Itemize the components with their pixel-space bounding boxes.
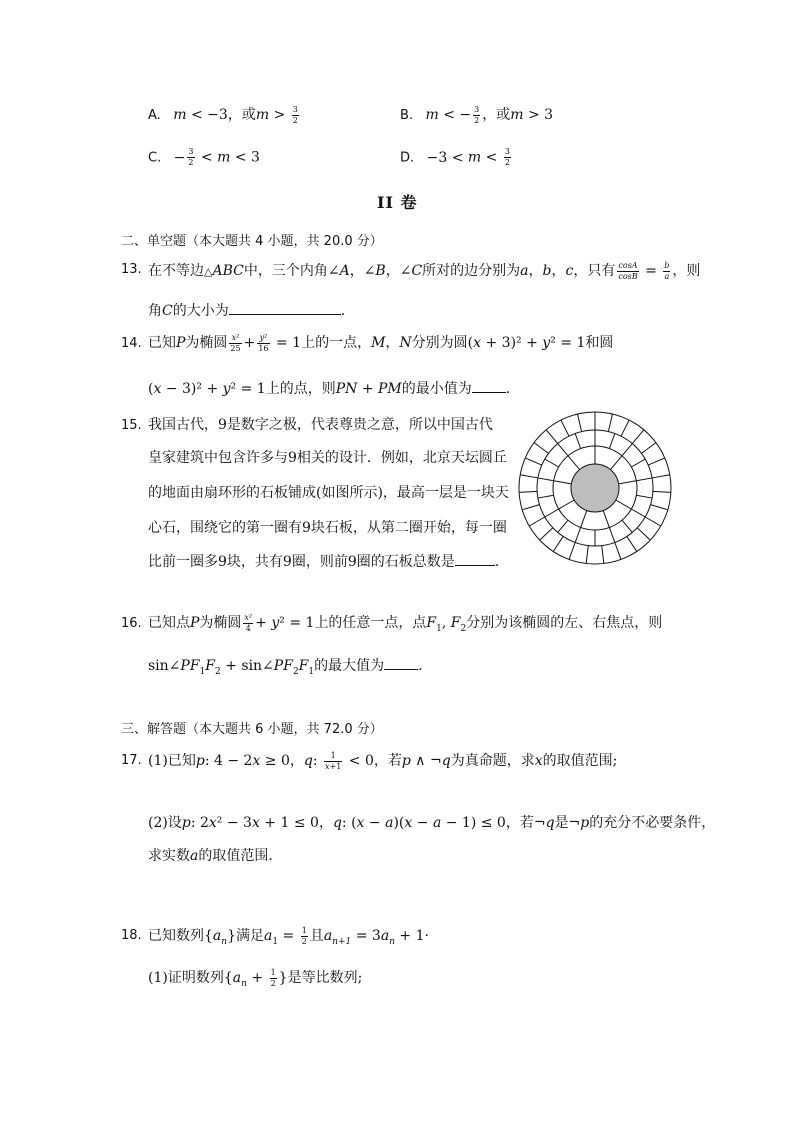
slab-divider (534, 443, 548, 454)
slab-divider (627, 536, 637, 551)
slab-divider (545, 509, 559, 517)
q13-line2: 角C的大小为 . (148, 303, 346, 319)
slab-divider (603, 511, 609, 528)
slab-divider (538, 478, 554, 481)
q13-number: 13. (121, 262, 142, 277)
tiantan-mound-figure (517, 410, 673, 566)
slab-divider (529, 517, 545, 526)
slab-divider (622, 444, 632, 456)
slab-divider (577, 414, 581, 432)
slab-divider (575, 527, 580, 542)
option-c-label: C. (148, 150, 162, 166)
slab-divider (621, 420, 629, 436)
slab-divider (525, 458, 542, 465)
q15-number: 15. (121, 418, 142, 433)
slab-divider (575, 434, 580, 449)
q17-part2-cont: 求实数a的取值范围． (148, 848, 283, 864)
slab-divider (619, 481, 637, 484)
q17-part2: (2)设p: 2x² − 3x + 1 ≤ 0，q: (x − a)(x − a − 1) ≤ 0，若¬q是¬p的充分不必要条件， (148, 815, 716, 831)
slab-divider (538, 495, 554, 498)
slab-divider (636, 478, 652, 481)
slab-divider (609, 434, 614, 449)
slab-divider (652, 475, 670, 478)
slab-divider (553, 536, 563, 551)
slab-divider (622, 520, 632, 532)
q18-line2: (1)证明数列{$a_n$ + $\frac{1}{2}$ }是等比数列; (148, 967, 363, 989)
q16-line2: $\sin\angle PF_1F_2$ + $\sin\angle PF_2F_1$的最大值为 . (148, 658, 423, 677)
section-title: II 卷 (377, 193, 418, 212)
slab-divider (602, 546, 604, 564)
option-a-label: A. (148, 108, 161, 123)
slab-divider (637, 528, 650, 540)
q15-line4: 心石，围绕它的第一圈有9块石板，从第二圈开始，每一圈 (148, 520, 507, 536)
slab-divider (651, 505, 668, 510)
q16-number: 16. (121, 616, 142, 631)
slab-divider (610, 456, 622, 470)
q15-line1: 我国古代，9是数字之极，代表尊贵之意，所以中国古代 (148, 417, 493, 433)
slab-divider (554, 481, 572, 484)
option-d[interactable]: D. −3 < m < $\frac{3}{2}$ (400, 147, 510, 167)
slab-divider (569, 543, 575, 560)
slab-divider (581, 511, 587, 528)
slab-divider (642, 443, 656, 454)
q15-answer-blank[interactable] (455, 553, 495, 566)
q18-number: 18. (121, 928, 142, 943)
section3-heading: 三、解答题（本大题共 6 小题，共 72.0 分） (121, 722, 383, 737)
q16-line1: 已知点P为椭圆 $\frac{\text{x²}}{4}$ + y² = 1上的任意一点，点$F_1$, $F_2$分别为该椭圆的左、右焦点，则 (148, 612, 663, 634)
q13-answer-blank[interactable] (229, 302, 341, 315)
slab-divider (653, 491, 671, 492)
option-b-label: B. (400, 108, 414, 123)
slab-divider (558, 444, 568, 456)
option-d-label: D. (400, 150, 415, 166)
q14-line2: (x − 3)² + y² = 1上的点，则PN + PM的最小值为 . (148, 381, 511, 397)
slab-divider (522, 505, 539, 510)
q15-line2: 皇家建筑中包含许多与9相关的设计．例如，北京天坛圆丘 (148, 450, 507, 466)
option-b[interactable]: B. m < − $\frac{3}{2}$ ，或m > 3 (400, 104, 554, 125)
q14-line1: 已知P为椭圆 $\frac{\text{x²}}{25}$ + $\frac{\text{y²}}{16}$ = 1上的一点，M，N分别为圆(x + 3)² + y² = 1和圆 (148, 332, 614, 353)
slab-divider (586, 546, 588, 564)
q14-number: 14. (121, 336, 142, 351)
slab-divider (545, 459, 559, 467)
slab-divider (558, 520, 568, 532)
slab-divider (519, 491, 537, 492)
slab-divider (632, 430, 644, 444)
slab-divider (631, 459, 645, 467)
slab-divider (645, 517, 661, 526)
q13-line1: 在不等边△ABC中，三个内角∠A，∠B，∠C所对的边分别为a，b，c，只有 $\frac{\cos A}{\cos B}$ = $\frac{b}{a}$ ，则 (148, 260, 701, 281)
q16-answer-blank[interactable] (384, 657, 418, 670)
slab-divider (561, 420, 569, 436)
option-a[interactable]: A. m < −3，或m > $\frac{3}{2}$ (148, 104, 298, 125)
slab-divider (609, 527, 614, 542)
slab-divider (520, 475, 538, 478)
slab-divider (615, 543, 621, 560)
q18-line1: 已知数列$\{a_n\}$满足$a_1$ = $\frac{1}{2}$ 且$a_{n+1} = 3a_n + 1\cdot$ (148, 925, 429, 947)
q17-number: 17. (121, 753, 142, 768)
slab-divider (608, 414, 612, 432)
slab-divider (631, 509, 645, 517)
option-c[interactable]: C. − $\frac{3}{2}$ < m < 3 (148, 147, 260, 167)
slab-divider (546, 430, 558, 444)
heart-stone (571, 464, 619, 512)
section2-heading: 二、单空题（本大题共 4 小题，共 20.0 分） (121, 234, 383, 249)
slab-divider (636, 495, 652, 498)
q15-line3: 的地面由扇环形的石板铺成(如图所示)，最高一层是一块天 (148, 485, 509, 501)
q17-part1: (1)已知p: 4 − 2x ≥ 0，q: $\frac{1}{x+1}$ < 0，若p ∧ ¬q为真命题，求x的取值范围; (148, 750, 618, 771)
slab-divider (568, 456, 580, 470)
slab-divider (540, 528, 553, 540)
q14-answer-blank[interactable] (472, 380, 506, 393)
q15-line5: 比前一圈多9块，共有9圈，则前9圈的石板总数是 . (148, 554, 500, 570)
slab-divider (648, 458, 665, 465)
slab-divider (616, 500, 632, 509)
slab-divider (559, 500, 575, 509)
